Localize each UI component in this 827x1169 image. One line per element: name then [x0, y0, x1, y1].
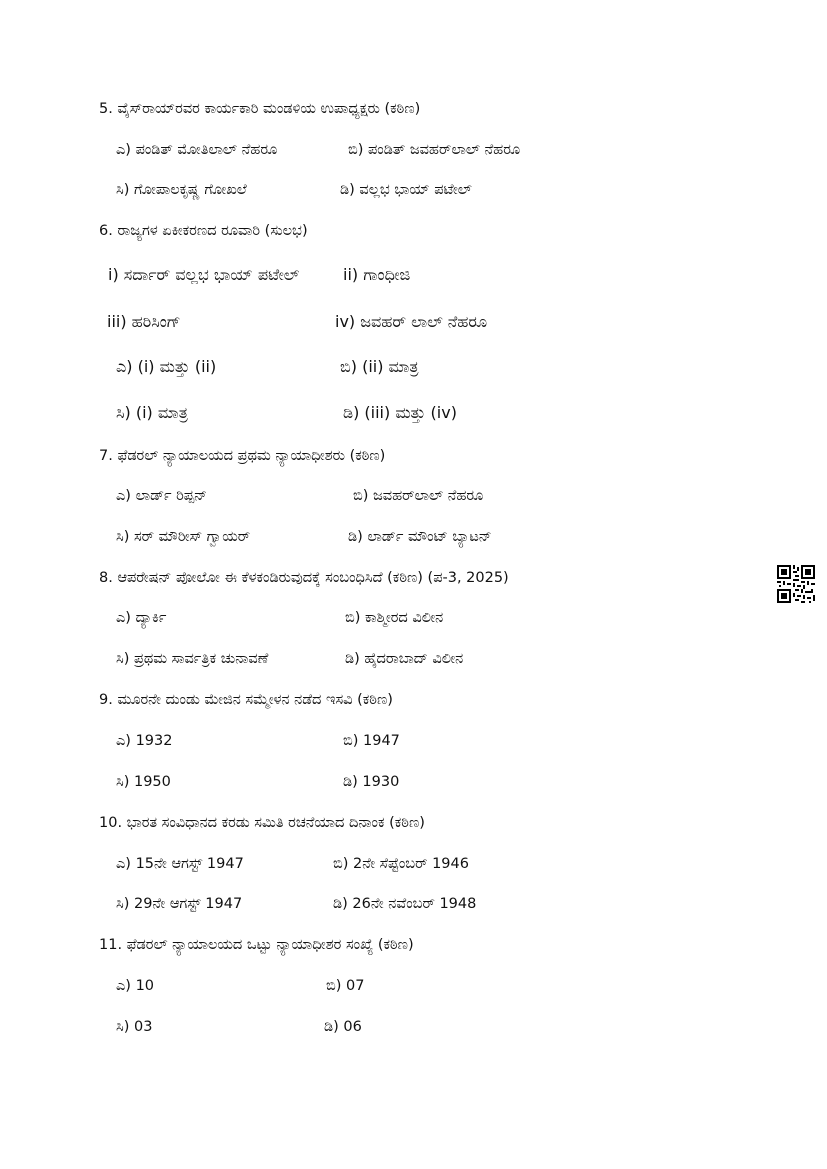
- question-6-stem: 6. ರಾಜ್ಯಗಳ ಏಕೀಕರಣದ ರೂವಾರಿ (ಸುಲಭ): [99, 223, 308, 239]
- question-6-option-c: ಸಿ) (i) ಮಾತ್ರ: [116, 403, 188, 422]
- question-9-option-c: ಸಿ) 1950: [116, 774, 171, 790]
- question-6-item-iv: iv) ಜವಹರ್ ಲಾಲ್ ನೆಹರೂ: [335, 312, 488, 331]
- question-6-item-i: i) ಸರ್ದಾರ್ ವಲ್ಲಭ ಭಾಯ್ ಪಟೇಲ್: [108, 265, 300, 284]
- qr-code-icon: [777, 565, 815, 603]
- question-7-option-c: ಸಿ) ಸರ್ ಮೌರೀಸ್ ಗ್ವಾಯರ್: [116, 529, 251, 545]
- question-6-option-a: ಎ) (i) ಮತ್ತು (ii): [116, 357, 217, 376]
- question-11-stem: 11. ಫೆಡರಲ್ ನ್ಯಾಯಾಲಯದ ಒಟ್ಟು ನ್ಯಾಯಾಧೀಶರ ಸಂಖ್ಯೆ (ಕಠಿಣ): [99, 937, 414, 953]
- question-7-option-a: ಎ) ಲಾರ್ಡ್ ರಿಪ್ಪನ್: [116, 488, 207, 504]
- question-9-option-a: ಎ) 1932: [116, 733, 173, 749]
- question-6-item-ii: ii) ಗಾಂಧೀಜಿ: [343, 265, 411, 284]
- question-9-option-d: ಡಿ) 1930: [343, 774, 400, 790]
- question-8-option-a: ಎ) ದ್ಯಾರ್ಕಿ: [116, 610, 167, 626]
- question-7-option-b: ಬಿ) ಜವಹರ್‌ಲಾಲ್ ನೆಹರೂ: [353, 488, 484, 504]
- question-6-option-b: ಬಿ) (ii) ಮಾತ್ರ: [340, 357, 419, 376]
- question-5-option-d: ಡಿ) ವಲ್ಲಭ ಭಾಯ್ ಪಟೇಲ್: [340, 182, 472, 198]
- question-10-option-d: ಡಿ) 26ನೇ ನವೆಂಬರ್ 1948: [333, 896, 477, 912]
- question-11-option-b: ಬಿ) 07: [326, 978, 365, 994]
- question-8-option-c: ಸಿ) ಪ್ರಥಮ ಸಾರ್ವತ್ರಿಕ ಚುನಾವಣೆ: [116, 651, 269, 667]
- question-5-stem: 5. ವೈಸ್‌ರಾಯ್‌ರವರ ಕಾರ್ಯಕಾರಿ ಮಂಡಳಿಯ ಉಪಾಧ್ಯಕ್ಷರು (ಕಠಿಣ): [99, 101, 421, 117]
- question-6-option-d: ಡಿ) (iii) ಮತ್ತು (iv): [343, 403, 457, 422]
- question-9-stem: 9. ಮೂರನೇ ದುಂಡು ಮೇಜಿನ ಸಮ್ಮೇಳನ ನಡೆದ ಇಸವಿ (ಕಠಿಣ): [99, 692, 393, 708]
- question-10-option-a: ಎ) 15ನೇ ಆಗಸ್ಟ್ 1947: [116, 856, 244, 872]
- question-5-option-a: ಎ) ಪಂಡಿತ್ ಮೋತಿಲಾಲ್ ನೆಹರೂ: [116, 142, 278, 158]
- question-10-stem: 10. ಭಾರತ ಸಂವಿಧಾನದ ಕರಡು ಸಮಿತಿ ರಚನೆಯಾದ ದಿನಾಂಕ (ಕಠಿಣ): [99, 815, 425, 831]
- question-11-option-c: ಸಿ) 03: [116, 1019, 153, 1035]
- question-5-option-c: ಸಿ) ಗೋಪಾಲಕೃಷ್ಣ ಗೋಖಲೆ: [116, 182, 247, 198]
- question-6-item-iii: iii) ಹರಿಸಿಂಗ್: [107, 312, 181, 331]
- question-8-option-d: ಡಿ) ಹೈದರಾಬಾದ್ ವಿಲೀನ: [345, 651, 464, 667]
- question-11-option-a: ಎ) 10: [116, 978, 155, 994]
- question-9-option-b: ಬಿ) 1947: [343, 733, 400, 749]
- question-8-option-b: ಬಿ) ಕಾಶ್ಮೀರದ ವಿಲೀನ: [345, 610, 444, 626]
- question-10-option-b: ಬಿ) 2ನೇ ಸೆಪ್ಟೆಂಬರ್ 1946: [333, 856, 469, 872]
- question-5-option-b: ಬಿ) ಪಂಡಿತ್ ಜವಹರ್‌ಲಾಲ್ ನೆಹರೂ: [348, 142, 521, 158]
- question-11-option-d: ಡಿ) 06: [324, 1019, 362, 1035]
- question-8-stem: 8. ಆಪರೇಷನ್ ಪೋಲೋ ಈ ಕೆಳಕಂಡಿರುವುದಕ್ಕೆ ಸಂಬಂಧಿಸಿದೆ (ಕಠಿಣ) (ಪ-3, 2025): [99, 570, 509, 586]
- question-7-option-d: ಡಿ) ಲಾರ್ಡ್ ಮೌಂಟ್ ಬ್ಯಾಟನ್: [348, 529, 492, 545]
- question-7-stem: 7. ಫೆಡರಲ್ ನ್ಯಾಯಾಲಯದ ಪ್ರಥಮ ನ್ಯಾಯಾಧೀಶರು (ಕಠಿಣ): [99, 448, 386, 464]
- question-10-option-c: ಸಿ) 29ನೇ ಆಗಸ್ಟ್ 1947: [116, 896, 243, 912]
